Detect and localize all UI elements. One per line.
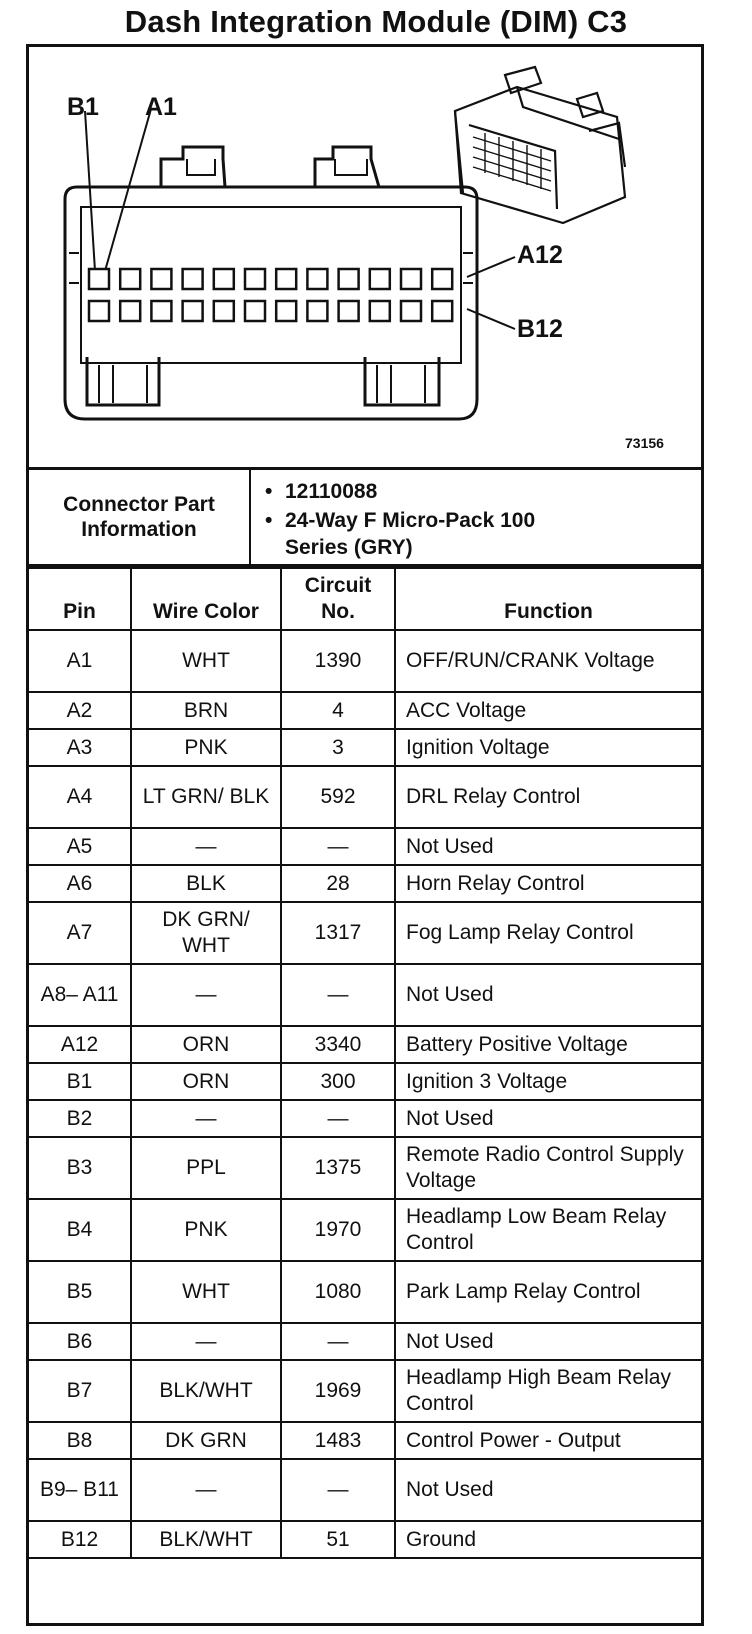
header-function: Function	[395, 568, 701, 630]
table-row	[29, 1063, 701, 1100]
wire-color-cell: PPL	[131, 1137, 281, 1199]
function-cell: Not Used	[395, 964, 701, 1026]
connector-info-label: Connector Part Information	[29, 470, 251, 564]
wire-color-cell: —	[131, 964, 281, 1026]
wire-color-cell: —	[131, 1100, 281, 1137]
circuit-cell: —	[281, 828, 395, 865]
function-cell: Not Used	[395, 1100, 701, 1137]
figure-number: 73156	[625, 435, 664, 451]
pin-cell: A8– A11	[29, 964, 131, 1026]
wire-color-cell: —	[131, 1459, 281, 1521]
circuit-cell: 3	[281, 729, 395, 766]
pin-cell: B9– B11	[29, 1459, 131, 1521]
pin-cavity	[120, 269, 140, 289]
pin-cell: B6	[29, 1323, 131, 1360]
function-cell: Battery Positive Voltage	[395, 1026, 701, 1063]
table-row	[29, 1422, 701, 1459]
table-row	[29, 902, 701, 964]
circuit-cell: —	[281, 1459, 395, 1521]
part-number-bullet	[265, 478, 545, 505]
function-cell: Remote Radio Control Supply Voltage	[395, 1137, 701, 1199]
wire-color-cell: —	[131, 1323, 281, 1360]
pin-cavity	[183, 269, 203, 289]
circuit-cell: —	[281, 964, 395, 1026]
wire-color-cell: BLK/WHT	[131, 1360, 281, 1422]
table-row	[29, 964, 701, 1026]
pin-cavity	[214, 301, 234, 321]
pin-cell: A1	[29, 630, 131, 692]
connector-iso-icon	[455, 67, 625, 223]
function-cell: Ignition 3 Voltage	[395, 1063, 701, 1100]
function-cell: Ground	[395, 1521, 701, 1558]
header-circuit-no: Circuit No.	[281, 568, 395, 630]
wire-color-cell: DK GRN	[131, 1422, 281, 1459]
table-row	[29, 630, 701, 692]
function-cell: Headlamp Low Beam Relay Control	[395, 1199, 701, 1261]
circuit-cell: 1969	[281, 1360, 395, 1422]
table-row	[29, 865, 701, 902]
circuit-cell: 300	[281, 1063, 395, 1100]
pinout-table	[29, 567, 701, 1559]
connector-part-info	[29, 467, 701, 567]
pin-cavity	[245, 301, 265, 321]
circuit-cell: 1317	[281, 902, 395, 964]
pin-cavity	[151, 301, 171, 321]
label-b12: B12	[517, 315, 563, 343]
description-bullet	[265, 507, 545, 561]
pin-cell: A6	[29, 865, 131, 902]
circuit-cell: 1080	[281, 1261, 395, 1323]
pin-cavity	[432, 301, 452, 321]
function-cell: Control Power - Output	[395, 1422, 701, 1459]
connector-info-values	[265, 478, 545, 561]
table-row	[29, 766, 701, 828]
pin-cell: B12	[29, 1521, 131, 1558]
wire-color-cell: DK GRN/ WHT	[131, 902, 281, 964]
function-cell: Horn Relay Control	[395, 865, 701, 902]
pin-cell: A4	[29, 766, 131, 828]
pin-cavity	[183, 301, 203, 321]
pin-cavity	[151, 269, 171, 289]
header-pin: Pin	[29, 568, 131, 630]
table-header-row	[29, 568, 701, 630]
wire-color-cell: —	[131, 828, 281, 865]
pin-cavity	[339, 269, 359, 289]
pin-cavity	[401, 269, 421, 289]
bullet-icon: •	[265, 509, 273, 532]
circuit-cell: 1483	[281, 1422, 395, 1459]
table-row	[29, 729, 701, 766]
pin-cell: A2	[29, 692, 131, 729]
function-cell: Not Used	[395, 828, 701, 865]
header-wire-color: Wire Color	[131, 568, 281, 630]
wire-color-cell: ORN	[131, 1063, 281, 1100]
circuit-cell: 1970	[281, 1199, 395, 1261]
pin-cell: A5	[29, 828, 131, 865]
circuit-cell: 3340	[281, 1026, 395, 1063]
circuit-cell: —	[281, 1100, 395, 1137]
function-cell: Not Used	[395, 1323, 701, 1360]
table-row	[29, 1261, 701, 1323]
pin-cavity	[432, 269, 452, 289]
label-a12: A12	[517, 241, 563, 269]
pin-cavity	[307, 301, 327, 321]
circuit-cell: 4	[281, 692, 395, 729]
pin-cell: A7	[29, 902, 131, 964]
circuit-cell: 1390	[281, 630, 395, 692]
function-cell: ACC Voltage	[395, 692, 701, 729]
table-row	[29, 828, 701, 865]
pin-cell: B5	[29, 1261, 131, 1323]
table-row	[29, 1137, 701, 1199]
connector-description: 24-Way F Micro-Pack 100 Series (GRY)	[285, 509, 536, 559]
function-cell: Fog Lamp Relay Control	[395, 902, 701, 964]
connector-diagram	[29, 47, 701, 467]
wire-color-cell: WHT	[131, 630, 281, 692]
circuit-cell: 51	[281, 1521, 395, 1558]
bullet-icon: •	[265, 480, 273, 503]
function-cell: Park Lamp Relay Control	[395, 1261, 701, 1323]
pin-cavity	[214, 269, 234, 289]
table-row	[29, 1026, 701, 1063]
function-cell: Ignition Voltage	[395, 729, 701, 766]
circuit-cell: 28	[281, 865, 395, 902]
wire-color-cell: WHT	[131, 1261, 281, 1323]
connector-face-drawing	[29, 47, 701, 467]
pin-cavity	[401, 301, 421, 321]
table-row	[29, 1521, 701, 1558]
pin-cell: B2	[29, 1100, 131, 1137]
pin-cavity	[370, 301, 390, 321]
wire-color-cell: PNK	[131, 729, 281, 766]
circuit-cell: 592	[281, 766, 395, 828]
label-a1: A1	[145, 93, 177, 121]
connector-sheet	[26, 44, 704, 1626]
table-row	[29, 1199, 701, 1261]
pin-cell: B3	[29, 1137, 131, 1199]
function-cell: Headlamp High Beam Relay Control	[395, 1360, 701, 1422]
circuit-cell: 1375	[281, 1137, 395, 1199]
wire-color-cell: BLK/WHT	[131, 1521, 281, 1558]
wire-color-cell: BLK	[131, 865, 281, 902]
pin-cavity	[120, 301, 140, 321]
wire-color-cell: BRN	[131, 692, 281, 729]
function-cell: Not Used	[395, 1459, 701, 1521]
pin-cavity	[307, 269, 327, 289]
table-row	[29, 1100, 701, 1137]
wire-color-cell: ORN	[131, 1026, 281, 1063]
wire-color-cell: PNK	[131, 1199, 281, 1261]
function-cell: DRL Relay Control	[395, 766, 701, 828]
wire-color-cell: LT GRN/ BLK	[131, 766, 281, 828]
pin-cell: B7	[29, 1360, 131, 1422]
page-title: Dash Integration Module (DIM) C3	[124, 4, 628, 39]
pin-cell: B1	[29, 1063, 131, 1100]
function-cell: OFF/RUN/CRANK Voltage	[395, 630, 701, 692]
pin-cavity	[370, 269, 390, 289]
circuit-cell: —	[281, 1323, 395, 1360]
pin-cavity	[276, 269, 296, 289]
pin-cell: A12	[29, 1026, 131, 1063]
pin-cavity	[89, 269, 109, 289]
pin-cavity	[89, 301, 109, 321]
table-row	[29, 1360, 701, 1422]
pin-cell: B4	[29, 1199, 131, 1261]
pinout-rows	[29, 630, 701, 1558]
pin-cavity	[276, 301, 296, 321]
part-number: 12110088	[285, 480, 378, 503]
table-row	[29, 1323, 701, 1360]
pin-cell: B8	[29, 1422, 131, 1459]
label-b1: B1	[67, 93, 99, 121]
pin-cavity	[339, 301, 359, 321]
pin-cavity	[245, 269, 265, 289]
table-row	[29, 692, 701, 729]
pin-cell: A3	[29, 729, 131, 766]
table-row	[29, 1459, 701, 1521]
